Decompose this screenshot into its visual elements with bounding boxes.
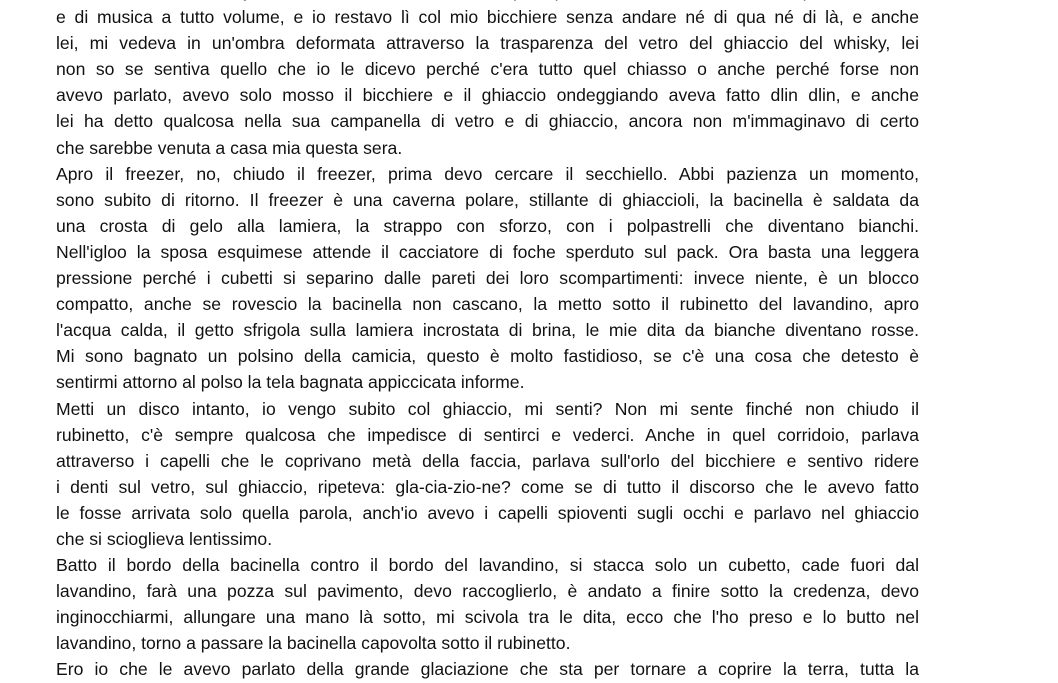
text-line-10: una crosta di gelo alla lamiera, la strappo con sforzo, con i polpastrelli che diventano bianchi. <box>56 215 919 236</box>
text-line-8: Apro il freezer, no, chiudo il freezer, prima devo cercare il secchiello. Abbi pazienza un momento, <box>56 163 919 184</box>
text-line-18: rubinetto, c'è sempre qualcosa che impedisce di sentirci e vederci. Anche in quel corridoio, parlava <box>56 424 919 445</box>
body-text <box>56 0 919 683</box>
text-line-2: e di musica a tutto volume, e io restavo lì col mio bicchiere senza andare né di qua né di là, e anche <box>56 7 919 28</box>
text-line-15: Mi sono bagnato un polsino della camicia, questo è molto fastidioso, se c'è una cosa che detesto è <box>56 346 919 367</box>
text-line-11: Nell'igloo la sposa esquimese attende il cacciatore di foche sperduto sul pack. Ora basta una leggera <box>56 241 919 262</box>
text-line-9: sono subito di ritorno. Il freezer è una caverna polare, stillante di ghiaccioli, la bacinella è saldata da <box>56 189 919 210</box>
text-line-19: attraverso i capelli che le coprivano metà della faccia, parlava sull'orlo del bicchiere e sentivo ridere <box>56 450 919 471</box>
text-line-27: Ero io che le avevo parlato della grande glaciazione che sta per tornare a coprire la terra, tutta la <box>56 659 919 680</box>
text-line-14: l'acqua calda, il getto sfrigola sulla lamiera incrostata di brina, le mie dita da bianche diventano rosse. <box>56 320 919 341</box>
text-line-20: i denti sul vetro, sul ghiaccio, ripeteva: gla-cia-zio-ne? come se di tutto il discorso che le avevo fatto <box>56 476 919 497</box>
text-line-23: Batto il bordo della bacinella contro il bordo del lavandino, si stacca solo un cubetto, cade fuori dal <box>56 555 919 576</box>
text-line-16: sentirmi attorno al polso la tela bagnata appiccicata informe. <box>56 372 525 393</box>
text-line-21: le fosse arrivata solo quella parola, anch'io avevo i capelli spioventi sugli occhi e parlavo nel ghiaccio <box>56 502 919 523</box>
text-line-26: lavandino, torno a passare la bacinella capovolta sotto il rubinetto. <box>56 633 571 654</box>
text-line-12: pressione perché i cubetti si separino dalle pareti dei loro scompartimenti: invece niente, è un blocco <box>56 268 919 289</box>
text-line-7: che sarebbe venuta a casa mia questa sera. <box>56 137 403 158</box>
text-line-17: Metti un disco intanto, io vengo subito col ghiaccio, mi senti? Non mi sente finché non chiudo il <box>56 398 919 419</box>
text-line-25: inginocchiarmi, allungare una mano là sotto, mi scivola tra le dita, ecco che l'ho preso e lo butto nel <box>56 607 919 628</box>
text-line-4: non so se sentiva quello che io le dicevo perché c'era tutto quel chiasso o anche perché forse non <box>56 59 919 80</box>
text-line-5: avevo parlato, avevo solo mosso il bicchiere e il ghiaccio ondeggiando aveva fatto dlin dlin, e anche <box>56 85 919 106</box>
text-line-22: che si scioglieva lentissimo. <box>56 528 273 549</box>
text-line-13: compatto, anche se rovescio la bacinella non cascano, la metto sotto il rubinetto del lavandino, apro <box>56 294 919 315</box>
text-line-6: lei ha detto qualcosa nella sua campanella di vetro e di ghiaccio, ancora non m'immaginavo di certo <box>56 111 919 132</box>
text-line-24: lavandino, farà una pozza sul pavimento, devo raccoglierlo, è andato a finire sotto la credenza, devo <box>56 581 919 602</box>
text-line-3: lei, mi vedeva in un'ombra deformata attraverso la trasparenza del vetro del ghiaccio del whisky, lei <box>56 33 919 54</box>
